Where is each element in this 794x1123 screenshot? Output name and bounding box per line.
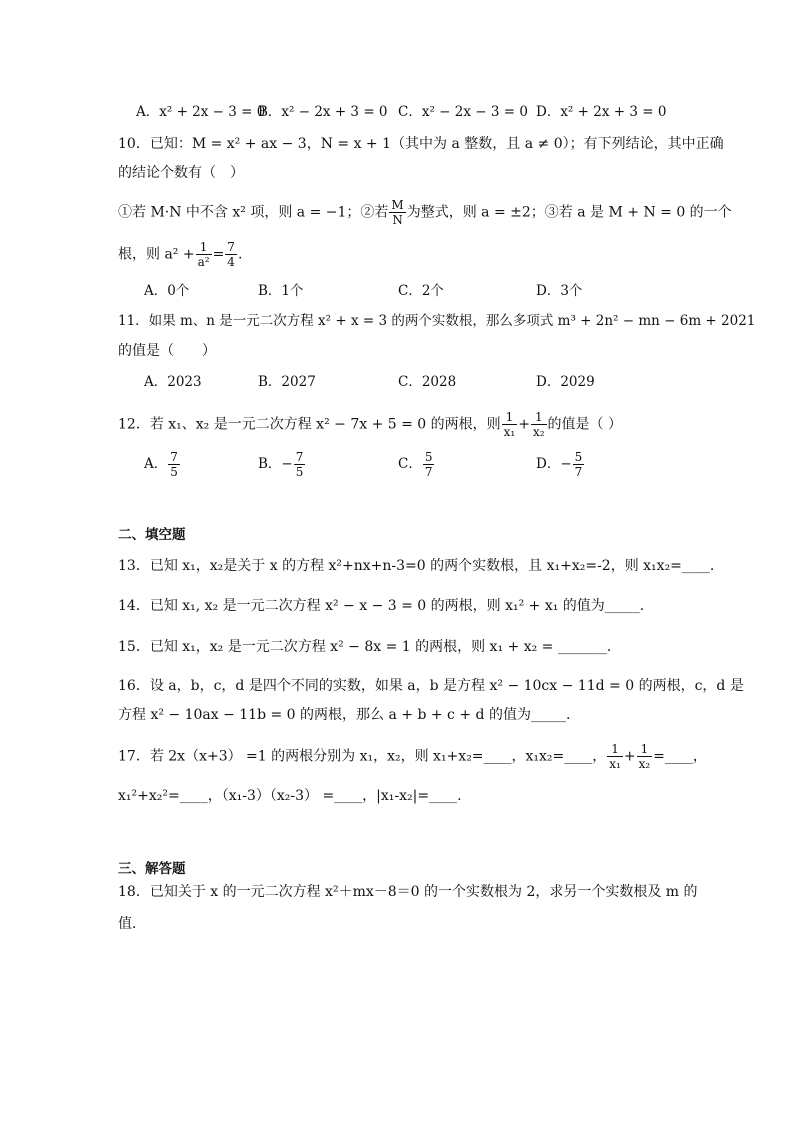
section-fill-in-title: 二、填空题 — [118, 527, 186, 543]
q11-option-d: D．2029 — [536, 374, 595, 390]
q12-option-a: A． $\frac{7}{5}$ — [144, 450, 178, 479]
q18-line-1: 18．已知关于 x 的一元二次方程 x²＋mx－8＝0 的一个实数根为 2，求另一个实数根及 m 的 — [118, 884, 698, 900]
q18-line-2: 值． — [118, 916, 146, 932]
q12-option-c: C． $\frac{5}{7}$ — [398, 450, 433, 479]
q10-option-a: A．0个 — [144, 283, 190, 299]
q10-line-3 — [118, 198, 732, 227]
q17-fraction-1-over-x2: $\frac{1}{\text{x₂}}$ — [638, 742, 651, 771]
q12-fraction-1-over-x1: $\frac{1}{\text{x₁}}$ — [503, 410, 516, 439]
q17-fraction-1-over-x1: $\frac{1}{\text{x₁}}$ — [609, 742, 621, 771]
q10-line-2: 的结论个数有（ ） — [118, 165, 244, 181]
q16-line-2: 方程 x² − 10ax − 11b = 0 的两根，那么 a + b + c + d 的值为_____. — [118, 707, 571, 723]
q9-option-a: A．x² + 2x − 3 = 0 — [136, 104, 266, 120]
q11-line-1: 11．如果 m、n 是一元二次方程 x² + x = 3 的两个实数根，那么多项式 m³ + 2n² − mn − 6m + 2021 — [118, 313, 756, 329]
q10-line-3a: ①若 M·N 中不含 x² 项，则 a = −1；②若 — [118, 204, 389, 221]
q12-fraction-1-over-x2: $\frac{1}{\text{x₂}}$ — [532, 410, 545, 439]
q9-option-d: D．x² + 2x + 3 = 0 — [536, 104, 667, 120]
q14-text: 14．已知 x₁, x₂ 是一元二次方程 x² − x − 3 = 0 的两根，则 x₁² + x₁ 的值为_____. — [118, 598, 645, 614]
section-solution-title: 三、解答题 — [118, 861, 186, 877]
q11-option-c: C．2028 — [398, 374, 457, 390]
q12-option-d: D．− $\frac{5}{7}$ — [536, 450, 583, 479]
q11-option-b: B．2027 — [258, 374, 316, 390]
q15-text: 15．已知 x₁，x₂ 是一元二次方程 x² − 8x = 1 的两根，则 x₁ + x₂ = _______. — [118, 639, 612, 655]
q13-text: 13．已知 x₁，x₂是关于 x 的方程 x²+nx+n-3=0 的两个实数根，且 x₁+x₂=-2，则 x₁x₂=____. — [118, 558, 715, 574]
q9-option-b: B．x² − 2x + 3 = 0 — [258, 104, 388, 120]
q10-line-4: 根，则 a² + $\frac{1}{\text{a²}}$ = $\frac{7}{4}$ . — [118, 240, 243, 269]
q11-option-a: A．2023 — [144, 374, 202, 390]
q10-fraction-7-over-4: $\frac{7}{4}$ — [227, 240, 235, 269]
q10-fraction-1-over-a2: $\frac{1}{\text{a²}}$ — [197, 240, 210, 269]
q10-line-3b: 为整式，则 a = ±2；③若 a 是 M + N = 0 的一个 — [406, 204, 732, 221]
q12-option-b: B．− $\frac{7}{5}$ — [258, 450, 304, 479]
q11-line-2: 的值是（ ） — [118, 343, 216, 359]
q17-line-1: 17．若 2x（x+3） =1 的两根分别为 x₁，x₂，则 x₁+x₂=____，x₁x₂=____， $\frac{1}{\text{x₁}}$ + $\frac{1}{\text{x₂}}$ =____， — [118, 742, 707, 771]
q17-line-2: x₁²+x₂²=____，（x₁-3）（x₂-3） =____，|x₁-x₂|=____. — [118, 788, 462, 804]
q10-option-c: C．2个 — [398, 283, 444, 299]
q16-line-1: 16．设 a，b，c，d 是四个不同的实数，如果 a，b 是方程 x² − 10cx − 11d = 0 的两根，c，d 是 — [118, 678, 744, 694]
q10-line-1: 10．已知：M = x² + ax − 3，N = x + 1（其中为 a 整数，且 a ≠ 0）；有下列结论，其中正确 — [118, 136, 724, 152]
q10-option-b: B．1个 — [258, 283, 304, 299]
q10-fraction-m-over-n: $\frac{M}{N}$ — [391, 198, 404, 227]
q10-option-d: D．3个 — [536, 283, 583, 299]
q9-option-c: C．x² − 2x − 3 = 0 — [398, 104, 528, 120]
q12-line-1: 12．若 x₁、x₂ 是一元二次方程 x² − 7x + 5 = 0 的两根，则 $\frac{1}{\text{x₁}}$ + $\frac{1}{\text{x₂}}$ 的值是（ ） — [118, 410, 622, 439]
